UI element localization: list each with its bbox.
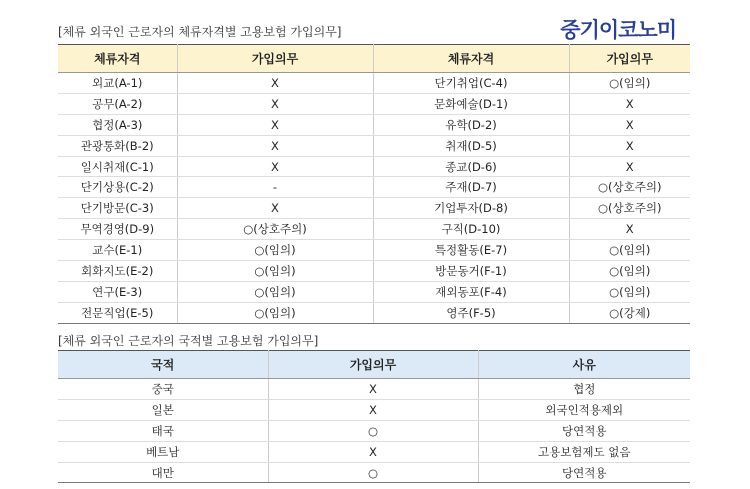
table-row (58, 379, 690, 400)
header-cell: 가입의무 (569, 45, 690, 73)
table1-title: [체류 외국인 근로자의 체류자격별 고용보험 가입의무] (58, 25, 342, 39)
table-cell: 중국 (58, 379, 268, 400)
brand-logo: 중기이코노미 (560, 18, 676, 42)
header-cell: 가입의무 (177, 45, 373, 73)
table-cell: 협정(A-3) (58, 114, 177, 135)
table-row (58, 93, 690, 114)
table-cell: X (569, 93, 690, 114)
table-row (58, 302, 690, 323)
table-cell: 단기상용(C-2) (58, 177, 177, 198)
table-cell: 단기방문(C-3) (58, 198, 177, 219)
table-cell: X (177, 156, 373, 177)
header-cell: 체류자격 (373, 45, 569, 73)
table-row (58, 135, 690, 156)
table-cell: X (177, 135, 373, 156)
table-cell: X (268, 441, 478, 462)
table-cell: 취재(D-5) (373, 135, 569, 156)
table-cell: 외국인적용제외 (478, 399, 690, 420)
table-cell: ○(임의) (177, 261, 373, 282)
table-cell: 관광통화(B-2) (58, 135, 177, 156)
table-header-row (58, 45, 690, 73)
header-cell: 체류자격 (58, 45, 177, 73)
table-row (58, 177, 690, 198)
table-cell: ○(임의) (569, 261, 690, 282)
nationality-table (58, 350, 690, 483)
table-cell: 기업투자(D-8) (373, 198, 569, 219)
table-row (58, 240, 690, 261)
table-cell: 유학(D-2) (373, 114, 569, 135)
table-cell: 구직(D-10) (373, 219, 569, 240)
table2-title: [체류 외국인 근로자의 국적별 고용보험 가입의무] (58, 334, 319, 348)
table-cell: 협정 (478, 379, 690, 400)
table-cell: 교수(E-1) (58, 240, 177, 261)
table-cell: ○(상호주의) (177, 219, 373, 240)
table-row (58, 462, 690, 483)
table-row (58, 73, 690, 94)
table-cell: ○(강제) (569, 302, 690, 323)
header-cell: 사유 (478, 351, 690, 379)
table-cell: X (268, 399, 478, 420)
visa-status-table (58, 44, 690, 324)
table-cell: ○(임의) (569, 240, 690, 261)
header-cell: 국적 (58, 351, 268, 379)
table-cell: X (569, 156, 690, 177)
table-cell: 재외동포(F-4) (373, 281, 569, 302)
table-cell: 당연적용 (478, 462, 690, 483)
table-cell: X (569, 135, 690, 156)
table-cell: - (177, 177, 373, 198)
table-cell: 대만 (58, 462, 268, 483)
table-cell: 고용보험제도 없음 (478, 441, 690, 462)
table-cell: 베트남 (58, 441, 268, 462)
table-cell: 당연적용 (478, 420, 690, 441)
table-cell: ○ (268, 462, 478, 483)
table-cell: 외교(A-1) (58, 73, 177, 94)
table-cell: 태국 (58, 420, 268, 441)
table-row (58, 156, 690, 177)
table-cell: X (569, 114, 690, 135)
table-cell: ○(임의) (569, 281, 690, 302)
table-cell: 회화지도(E-2) (58, 261, 177, 282)
table-cell: ○(임의) (569, 73, 690, 94)
table-row (58, 441, 690, 462)
table-cell: 문화예술(D-1) (373, 93, 569, 114)
table-cell: ○(임의) (177, 240, 373, 261)
table-row (58, 198, 690, 219)
table-cell: 주재(D-7) (373, 177, 569, 198)
table-cell: 전문직업(E-5) (58, 302, 177, 323)
table-cell: 단기취업(C-4) (373, 73, 569, 94)
table-cell: 특정활동(E-7) (373, 240, 569, 261)
table-row (58, 114, 690, 135)
table-cell: X (177, 93, 373, 114)
table-row (58, 420, 690, 441)
table-cell: ○(임의) (177, 302, 373, 323)
table-cell: X (177, 198, 373, 219)
table-cell: ○(상호주의) (569, 198, 690, 219)
table-cell: X (177, 73, 373, 94)
table-cell: X (177, 114, 373, 135)
table-cell: 영주(F-5) (373, 302, 569, 323)
table-cell: 공무(A-2) (58, 93, 177, 114)
table-row (58, 281, 690, 302)
table-cell: 일시취재(C-1) (58, 156, 177, 177)
header-cell: 가입의무 (268, 351, 478, 379)
table-cell: X (268, 379, 478, 400)
table-cell: X (569, 219, 690, 240)
table-cell: ○(임의) (177, 281, 373, 302)
table-cell: ○(상호주의) (569, 177, 690, 198)
table-row (58, 261, 690, 282)
table-header-row (58, 351, 690, 379)
table-cell: 무역경영(D-9) (58, 219, 177, 240)
table-row (58, 219, 690, 240)
table-cell: 방문동거(F-1) (373, 261, 569, 282)
table-cell: ○ (268, 420, 478, 441)
table-cell: 연구(E-3) (58, 281, 177, 302)
table-cell: 일본 (58, 399, 268, 420)
table-row (58, 399, 690, 420)
table-cell: 종교(D-6) (373, 156, 569, 177)
